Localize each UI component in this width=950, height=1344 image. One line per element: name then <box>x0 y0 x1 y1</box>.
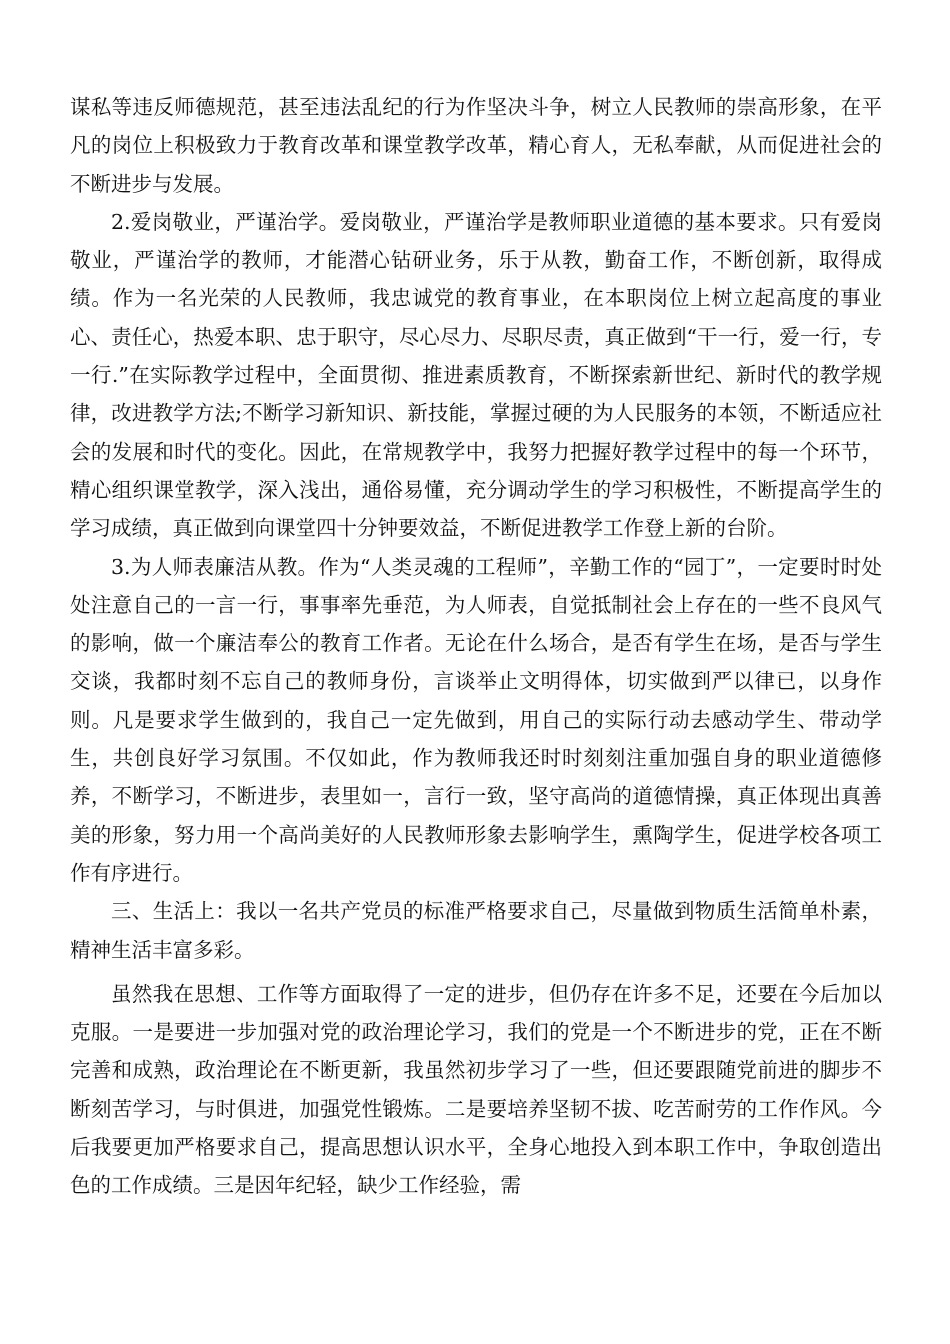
paragraph-life-heading: 三、生活上：我以一名共产党员的标准严格要求自己，尽量做到物质生活简单朴素，精神生活丰富多彩。 <box>70 899 882 962</box>
document-page <box>70 88 882 1205</box>
paragraph-shortcomings: 虽然我在思想、工作等方面取得了一定的进步，但仍存在许多不足，还要在今后加以克服。一是要进一步加强对党的政治理论学习，我们的党是一个不断进步的党，正在不断完善和成熟，政治理论在不断更新，我虽然初步学习了一些，但还要跟随党前进的脚步不断刻苦学习，与时俱进，加强党性锻炼。二是要培养坚韧不拔、吃苦耐劳的工作作风。今后我要更加严格要求自己，提高思想认识水平，全身心地投入到本职工作中，争取创造出色的工作成绩。三是因年纪轻，缺少工作经验，需 <box>70 981 882 1198</box>
paragraph-dedication: 2.爱岗敬业，严谨治学。爱岗敬业，严谨治学是教师职业道德的基本要求。只有爱岗敬业，严谨治学的教师，才能潜心钻研业务，乐于从教，勤奋工作，不断创新，取得成绩。作为一名光荣的人民教师，我忠诚党的教育事业，在本职岗位上树立起高度的事业心、责任心，热爱本职、忠于职守，尽心尽力、尽职尽责，真正做到“干一行，爱一行，专一行.”在实际教学过程中，全面贯彻、推进素质教育，不断探索新世纪、新时代的教学规律，改进教学方法;不断学习新知识、新技能，掌握过硬的为人民服务的本领，不断适应社会的发展和时代的变化。因此，在常规教学中，我努力把握好教学过程中的每一个环节，精心组织课堂教学，深入浅出，通俗易懂，充分调动学生的学习积极性，不断提高学生的学习成绩，真正做到向课堂四十分钟要效益，不断促进教学工作登上新的台阶。 <box>70 209 882 541</box>
paragraph-continuation: 谋私等违反师德规范，甚至违法乱纪的行为作坚决斗争，树立人民教师的崇高形象，在平凡的岗位上积极致力于教育改革和课堂教学改革，精心育人，无私奉献，从而促进社会的不断进步与发展。 <box>70 95 882 196</box>
paragraph-integrity: 3.为人师表廉洁从教。作为“人类灵魂的工程师”，辛勤工作的“园丁”，一定要时时处处注意自己的一言一行，事事率先垂范，为人师表，自觉抵制社会上存在的一些不良风气的影响，做一个廉洁奉公的教育工作者。无论在什么场合，是否有学生在场，是否与学生交谈，我都时刻不忘自己的教师身份，言谈举止文明得体，切实做到严以律已，以身作则。凡是要求学生做到的，我自己一定先做到，用自己的实际行动去感动学生、带动学生，共创良好学习氛围。不仅如此，作为教师我还时时刻刻注重加强自身的职业道德修养，不断学习，不断进步，表里如一，言行一致，坚守高尚的道德情操，真正体现出真善美的形象，努力用一个高尚美好的人民教师形象去影响学生，熏陶学生，促进学校各项工作有序进行。 <box>70 554 882 885</box>
